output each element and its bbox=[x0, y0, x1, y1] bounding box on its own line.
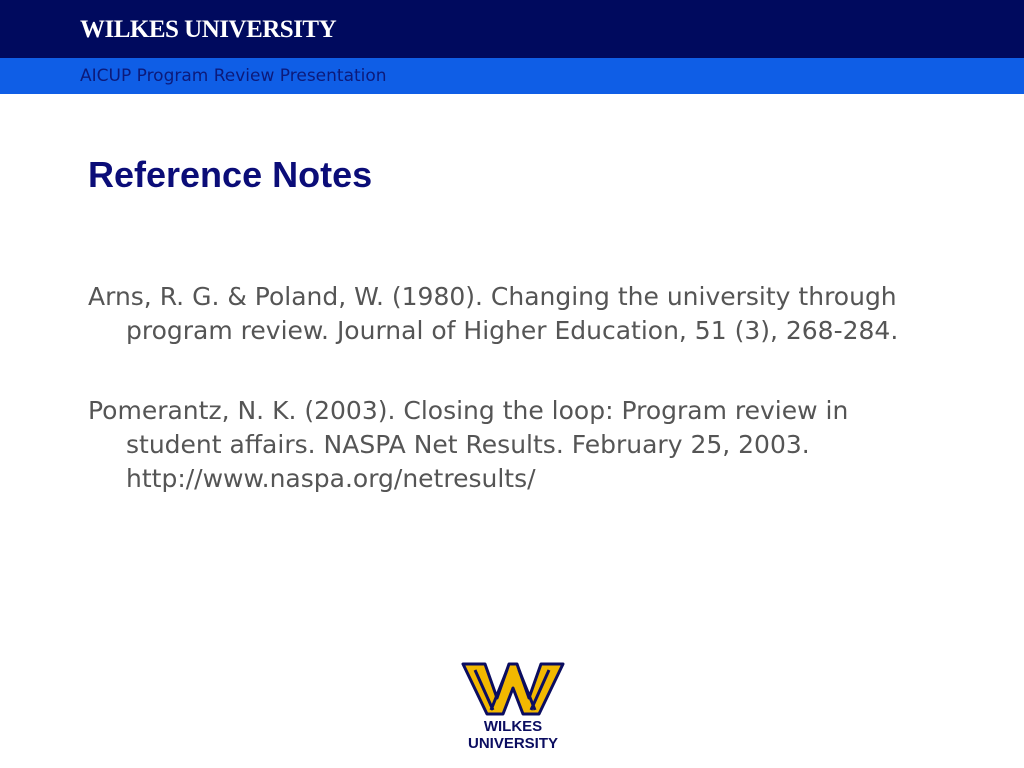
logo-text-wilkes: WILKES bbox=[483, 718, 543, 735]
slide-title: Reference Notes bbox=[88, 154, 373, 195]
presentation-title: AICUP Program Review Presentation bbox=[80, 66, 387, 86]
reference-item: Arns, R. G. & Poland, W. (1980). Changing the university through program review. Journal of Higher Education, 51 (3), 268-284. bbox=[88, 282, 899, 345]
university-wordmark: WILKES UNIVERSITY bbox=[80, 16, 337, 43]
logo-text-university: UNIVERSITY bbox=[467, 735, 558, 752]
wilkes-logo bbox=[458, 660, 568, 756]
w-emblem-icon bbox=[461, 660, 565, 716]
reference-item: Pomerantz, N. K. (2003). Closing the loop: Program review in student affairs. NASPA Net Results. February 25, 2003. http://www.naspa.org/netresults/ bbox=[88, 396, 849, 493]
reference-list bbox=[88, 280, 938, 542]
